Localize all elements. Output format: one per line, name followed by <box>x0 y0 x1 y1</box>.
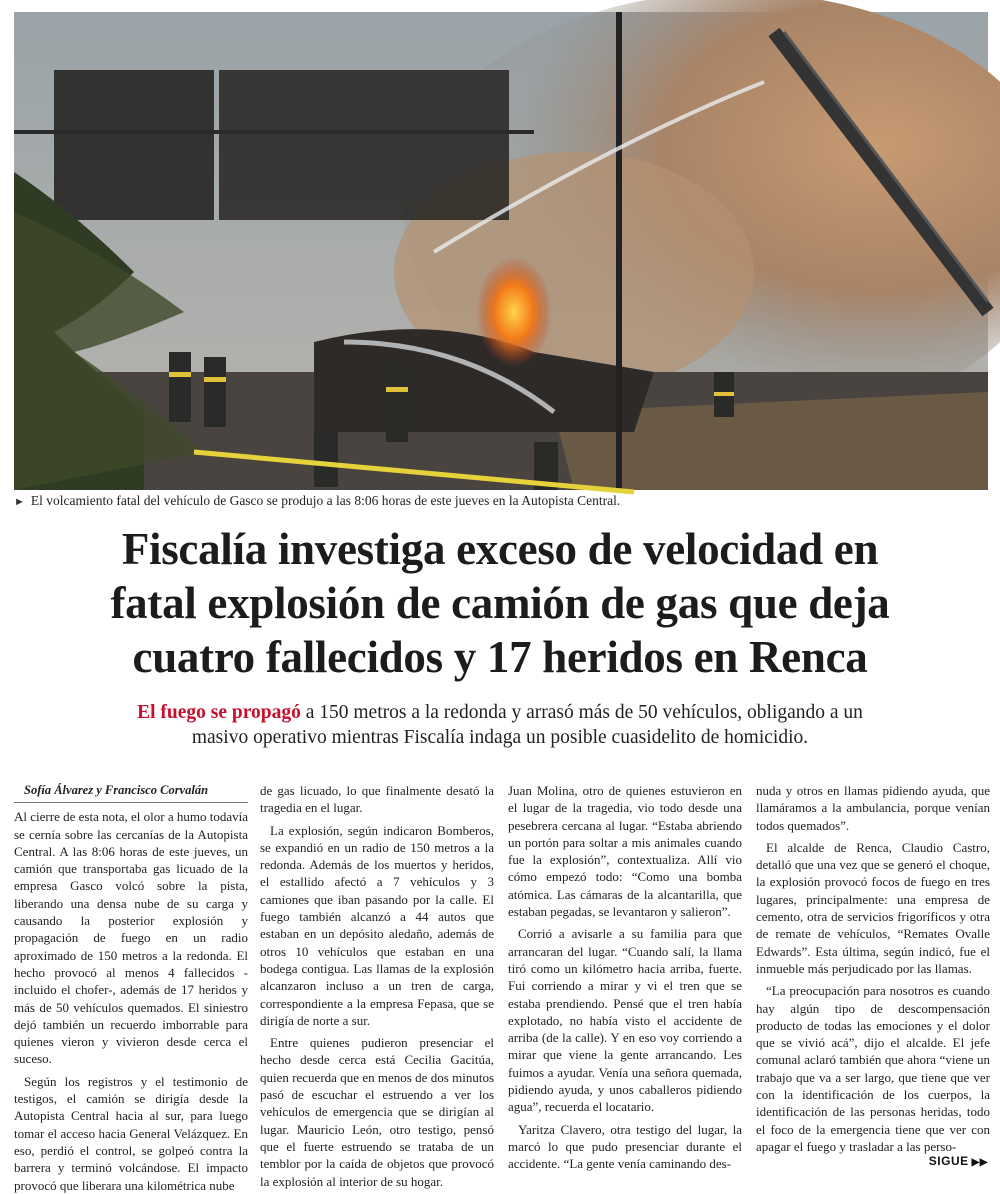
subheadline <box>100 700 900 750</box>
article-column-3 <box>508 782 742 1172</box>
paragraph: Corrió a avisarle a su familia para que arrancaran del lugar. “Cuando salí, la llama tiró como un kilómetro hacia arriba, fuerte. Fui corriendo a mirar y vi el tren que se estaba prendiendo. Pensé que el tren había explotado, no había visto el accidente de arriba (de la calle). Y en eso voy corriendo a mirar que viene la gente arrancando. Les fuimos a ayudar. Venía una señora quemada, pidiendo ayuda, y unos caballeros pidiendo agua”, recuerda el locatario. <box>508 926 742 1115</box>
headline-line-1: Fiscalía investiga exceso de velocidad en <box>121 524 879 574</box>
paragraph: “La preocupación para nosotros es cuando hay algún tipo de descompensación producto de todas las emociones y el dolor que se vivió acá”, dijo el alcalde. El jefe comunal aclaró también que ahora “viene un trabajo que va a ser largo, que tiene que ver con la identificación de los cuerpos, la identificación de las personas heridas, todo el foco de la emergencia tiene que ver con apagar el fuego y trasladar a las perso- <box>756 983 990 1154</box>
paragraph: Juan Molina, otro de quienes estuvieron en el lugar de la tragedia, vio todo desde una pesebrera cercana al lugar. “Estaba abriendo un portón para soltar a mis animales cuando fue la explosión”, contextualiza. Allí vio cómo empezó todo: “Como una bomba atómica. Las cámaras de la alcantarilla, que estaban pegadas, se levantaron y salieron”. <box>508 783 742 920</box>
news-photo <box>14 12 988 490</box>
headline-line-3: cuatro fallecidos y 17 heridos en Renca <box>132 632 868 682</box>
headline <box>10 522 990 684</box>
photo-caption <box>14 493 984 515</box>
subhead-text-line-1: a 150 metros a la redonda y arrasó más de 50 vehículos, obligando a un <box>300 702 863 723</box>
paragraph: La explosión, según indicaron Bomberos, se expandió en un radio de 150 metros a la redonda. Además de los muertos y heridos, el estallido afectó a 7 vehículos y 3 camiones que iban pasando por la calle. El fuego también alcanzó a 44 autos que estaban en un depósito aledaño, además de otros 10 vehículos que estaban en una bodega contigua. Las llamas de la explosión alcanzaron incluso a un tren de carga, correspondiente a la empresa Fepasa, que se dirigía de norte a sur. <box>260 822 494 1028</box>
article-column-2 <box>260 782 494 1189</box>
caption-marker-icon: ► <box>14 496 25 508</box>
subhead-text-line-2: masivo operativo mientras Fiscalía indaga un posible cuasidelito de homicidio. <box>191 727 809 748</box>
sigue-label: SIGUE <box>928 1154 969 1168</box>
subhead-kicker: El fuego se propagó <box>137 702 301 723</box>
paragraph: Al cierre de esta nota, el olor a humo todavía se cernía sobre las cercanías de la Autopista Central. A las 8:06 horas de este jueves, un camión que transportaba gas licuado de la empresa Gasco volcó sobre la pista, liberando una densa nube de su carga y causando la posterior explosión y propagación de fuego en un radio aproximado de 150 metros a la redonda. El hecho provocó al menos 4 fallecidos -incluido el chofer-, además de 17 heridos y más de 50 vehículos quemados. El siniestro dejó también un recuerdo imborrable para quienes vieron y vivieron desde cerca el suceso. <box>14 809 248 1067</box>
headline-line-2: fatal explosión de camión de gas que deja <box>110 578 890 628</box>
continued-marker <box>929 1154 988 1168</box>
paragraph: El alcalde de Renca, Claudio Castro, detalló que una vez que se generó el choque, la explosión provocó focos de fuego en tres lugares, principalmente: una empresa de cemento, otra de servicios frigoríficos y otra de remate de vehículos, “Remates Ovalle Edwards”. Esta última, según indicó, fue el inmueble más perjudicado por las llamas. <box>756 839 990 976</box>
paragraph: Según los registros y el testimonio de testigos, el camión se dirigía desde la Autopista Central hacia al sur, para luego tomar el acceso hacia General Velázquez. En eso, perdió el control, se golpeó contra la barrera y terminó volcándose. El impacto provocó que liberara una kilométrica nube <box>14 1073 248 1193</box>
paragraph: Yaritza Clavero, otra testigo del lugar, la marcó lo que pudo presenciar durante el accidente. “La gente venía caminando des- <box>508 1121 742 1172</box>
double-play-arrow-icon: ▶▶ <box>971 1157 988 1168</box>
paragraph: nuda y otros en llamas pidiendo ayuda, que llamáramos a la ambulancia, porque venían todos quemados”. <box>756 783 990 833</box>
caption-text: El volcamiento fatal del vehículo de Gasco se produjo a las 8:06 horas de este jueves en la Autopista Central. <box>30 493 621 508</box>
fire-scene-illustration <box>14 12 988 490</box>
article-column-1 <box>14 782 248 1193</box>
byline: Sofía Álvarez y Francisco Corvalán <box>14 782 248 803</box>
paragraph: de gas licuado, lo que finalmente desató la tragedia en el lugar. <box>260 783 494 816</box>
paragraph: Entre quienes pudieron presenciar el hecho desde cerca está Cecilia Gacitúa, quien recuerda que en menos de dos minutos pasó de escuchar el estruendo a ver los vehículos de emergencia que se dirigían al lugar. Mauricio León, otro testigo, pensó que el fuerte estruendo se trataba de un temblor por la caída de objetos que provocó la explosión al interior de su hogar. <box>260 1035 494 1189</box>
article-column-4 <box>756 782 990 1154</box>
